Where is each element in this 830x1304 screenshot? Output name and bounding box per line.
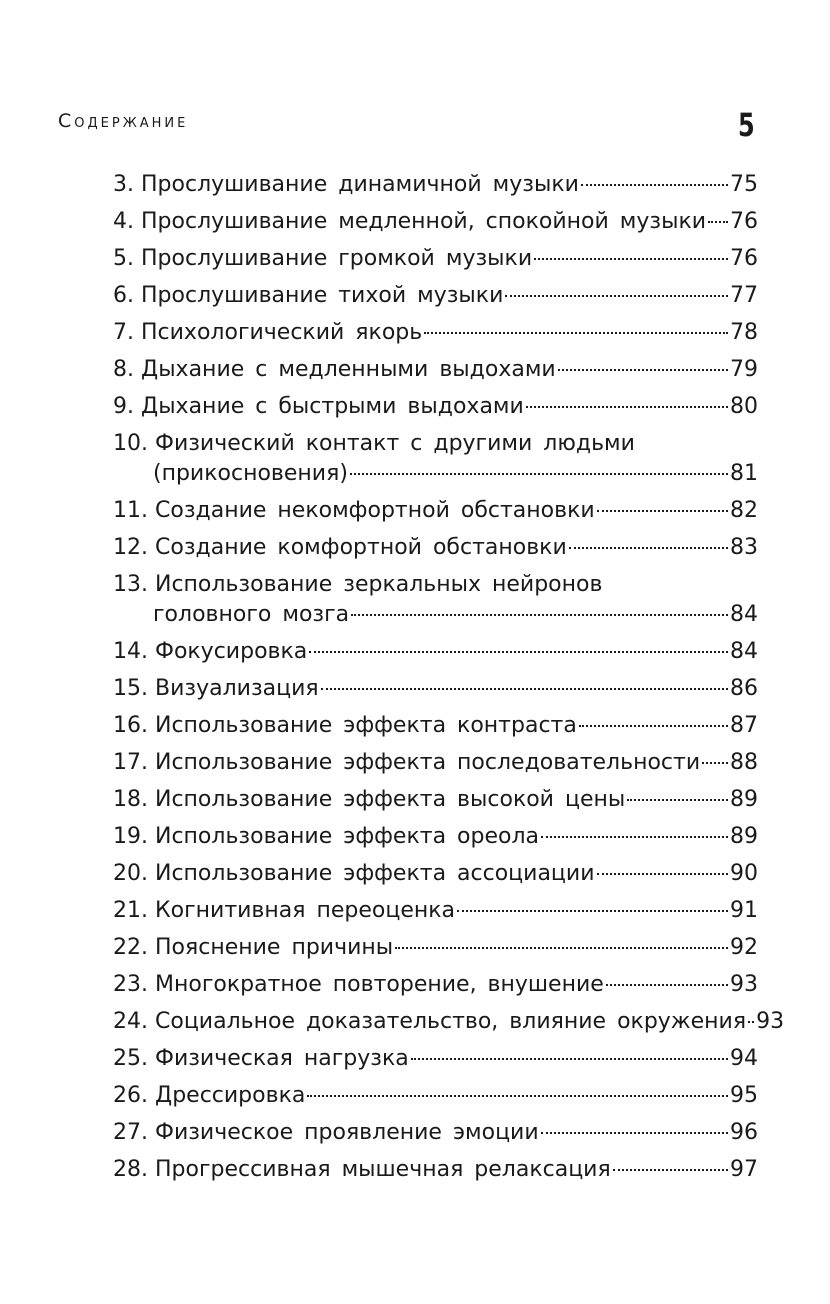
toc-entry-page: 80	[730, 394, 758, 419]
toc-entry-number: 20.	[113, 861, 148, 886]
dot-leader	[569, 547, 728, 549]
dot-leader	[581, 184, 728, 186]
toc-entry-page: 79	[730, 357, 758, 382]
toc-entry-title: Использование эффекта ореола	[155, 824, 540, 849]
toc-entry-number: 16.	[113, 713, 148, 738]
toc-entry[interactable]	[113, 170, 758, 200]
toc-entry-title: Прослушивание тихой музыки	[141, 283, 504, 308]
toc-line	[113, 1081, 758, 1111]
toc-entry-title: Фокусировка	[155, 639, 308, 664]
dot-leader	[411, 1058, 728, 1060]
toc-entry-title: (прикосновения)	[153, 461, 348, 486]
toc-entry[interactable]	[113, 1007, 785, 1037]
toc-entry-title: Создание некомфортной обстановки	[155, 498, 595, 523]
toc-line	[113, 281, 758, 311]
toc-entry-number: 26.	[113, 1083, 148, 1108]
toc-entry[interactable]	[113, 896, 758, 926]
toc-entry-title: Дыхание с медленными выдохами	[141, 357, 556, 382]
toc-line	[113, 1118, 758, 1148]
dot-leader	[534, 258, 728, 260]
dot-leader	[748, 1021, 754, 1023]
toc-entry-page: 83	[730, 535, 758, 560]
toc-entry-title: Использование эффекта ассоциации	[155, 861, 595, 886]
toc-entry-title: Прогрессивная мышечная релаксация	[155, 1157, 611, 1182]
dot-leader	[597, 510, 728, 512]
toc-entry-page: 94	[730, 1046, 758, 1071]
toc-entry-page: 96	[730, 1120, 758, 1145]
toc-entry[interactable]	[113, 1081, 758, 1111]
toc-entry-page: 93	[730, 972, 758, 997]
dot-leader	[395, 947, 728, 949]
toc-entry-number: 8.	[113, 357, 134, 382]
toc-entry-page: 89	[730, 787, 758, 812]
toc-entry-number: 9.	[113, 394, 134, 419]
dot-leader	[541, 836, 728, 838]
toc-line	[113, 748, 758, 778]
toc-entry[interactable]	[113, 1118, 758, 1148]
toc-entry-number: 24.	[113, 1009, 148, 1034]
toc-entry-page: 90	[730, 861, 758, 886]
toc-entry-page: 86	[730, 676, 758, 701]
toc-line	[113, 859, 758, 889]
toc-line	[113, 318, 758, 348]
toc-entry-title: Использование эффекта контраста	[155, 713, 577, 738]
toc-line	[113, 1007, 785, 1037]
toc-entry-title: Прослушивание медленной, спокойной музыки	[141, 209, 707, 234]
toc-entry-page: 78	[730, 320, 758, 345]
toc-entry-title: Многократное повторение, внушение	[155, 972, 604, 997]
toc-entry[interactable]	[113, 392, 758, 422]
dot-leader	[541, 1132, 728, 1134]
toc-entry-number: 28.	[113, 1157, 148, 1182]
toc-entry-number: 18.	[113, 787, 148, 812]
toc-entry-title: Социальное доказательство, влияние окружения	[155, 1009, 747, 1034]
toc-entry[interactable]	[113, 1044, 758, 1074]
toc-line	[113, 570, 758, 600]
toc-entry-number: 15.	[113, 676, 148, 701]
toc-line	[113, 533, 758, 563]
toc-entry-number: 7.	[113, 320, 134, 345]
toc-entry-number: 5.	[113, 246, 134, 271]
toc-entry-number: 22.	[113, 935, 148, 960]
toc-entry-title: Когнитивная переоценка	[155, 898, 456, 923]
toc-entry[interactable]	[113, 207, 758, 237]
toc-entry-number: 14.	[113, 639, 148, 664]
toc-line	[113, 711, 758, 741]
toc-entry-title: Физический контакт с другими людьми	[155, 431, 635, 456]
toc-entry-number: 13.	[113, 572, 148, 597]
toc-entry[interactable]	[113, 1155, 758, 1185]
toc-line	[113, 970, 758, 1000]
section-title: Содержание	[58, 110, 189, 132]
toc-line	[113, 207, 758, 237]
toc-line	[113, 429, 758, 459]
toc-entry-page: 95	[730, 1083, 758, 1108]
dot-leader	[579, 725, 728, 727]
dot-leader	[606, 984, 728, 986]
toc-entry-title: Использование эффекта высокой цены	[155, 787, 626, 812]
toc-entry-page: 97	[730, 1157, 758, 1182]
toc-line	[113, 600, 758, 630]
toc-entry-page: 75	[730, 172, 758, 197]
toc-line	[113, 637, 758, 667]
toc-entry[interactable]	[113, 933, 758, 963]
dot-leader	[307, 1095, 728, 1097]
toc-entry-number: 25.	[113, 1046, 148, 1071]
dot-leader	[457, 910, 728, 912]
dot-leader	[558, 369, 728, 371]
toc-entry[interactable]	[113, 970, 758, 1000]
toc-line	[113, 1155, 758, 1185]
toc-entry[interactable]	[113, 533, 758, 563]
toc-entry-page: 93	[756, 1009, 785, 1034]
dot-leader	[424, 332, 728, 334]
toc-entry-number: 23.	[113, 972, 148, 997]
dot-leader	[505, 295, 728, 297]
toc-entry-title: Дыхание с быстрыми выдохами	[141, 394, 524, 419]
dot-leader	[309, 651, 728, 653]
toc-line	[113, 674, 758, 704]
dot-leader	[350, 473, 728, 475]
toc-entry-page: 81	[730, 461, 758, 486]
toc-entry-page: 76	[730, 246, 758, 271]
toc-entry-title: Использование зеркальных нейронов	[155, 572, 603, 597]
toc-entry-title: Пояснение причины	[155, 935, 394, 960]
page-number: 5	[738, 106, 755, 144]
toc-entry[interactable]	[113, 281, 758, 311]
toc-entry-number: 19.	[113, 824, 148, 849]
toc-entry-title: Дрессировка	[155, 1083, 306, 1108]
toc-line	[113, 1044, 758, 1074]
toc-entry-page: 84	[730, 602, 758, 627]
dot-leader	[627, 799, 728, 801]
toc-entry-number: 4.	[113, 209, 134, 234]
toc-entry[interactable]	[113, 785, 758, 815]
toc-entry[interactable]	[113, 711, 758, 741]
dot-leader	[597, 873, 728, 875]
toc-entry-title: Физическое проявление эмоции	[155, 1120, 539, 1145]
toc-entry[interactable]	[113, 859, 758, 889]
toc-entry[interactable]	[113, 318, 758, 348]
toc-entry-title: Визуализация	[155, 676, 319, 701]
toc-entry[interactable]	[113, 355, 758, 385]
toc-entry-page: 91	[730, 898, 758, 923]
toc-line	[113, 170, 758, 200]
toc-entry-title: Прослушивание громкой музыки	[141, 246, 533, 271]
toc-entry-page: 87	[730, 713, 758, 738]
toc-entry-page: 88	[730, 750, 758, 775]
toc-entry-page: 77	[730, 283, 758, 308]
toc-entry[interactable]	[113, 674, 758, 704]
toc-entry-page: 84	[730, 639, 758, 664]
toc-entry[interactable]	[113, 496, 758, 526]
toc-entry-page: 82	[730, 498, 758, 523]
toc-entry-title: Психологический якорь	[141, 320, 423, 345]
toc-entry-page: 76	[730, 209, 758, 234]
toc-entry[interactable]	[113, 637, 758, 667]
toc-line	[113, 785, 758, 815]
toc-entry-number: 10.	[113, 431, 148, 456]
toc-entry-number: 6.	[113, 283, 134, 308]
toc-entry-number: 17.	[113, 750, 148, 775]
toc-line	[113, 244, 758, 274]
toc-entry[interactable]	[113, 748, 758, 778]
toc-entry-number: 3.	[113, 172, 134, 197]
table-of-contents	[113, 170, 785, 1192]
toc-entry-number: 11.	[113, 498, 148, 523]
toc-entry-page: 92	[730, 935, 758, 960]
toc-entry-title: Использование эффекта последовательности	[155, 750, 701, 775]
toc-entry-title: Физическая нагрузка	[155, 1046, 409, 1071]
toc-entry-number: 12.	[113, 535, 148, 560]
dot-leader	[613, 1169, 728, 1171]
toc-entry-title: головного мозга	[153, 602, 350, 627]
toc-entry[interactable]	[113, 822, 758, 852]
dot-leader	[708, 221, 728, 223]
toc-entry[interactable]	[113, 570, 758, 630]
toc-entry[interactable]	[113, 244, 758, 274]
dot-leader	[526, 406, 728, 408]
toc-line	[113, 896, 758, 926]
toc-line	[113, 392, 758, 422]
dot-leader	[351, 614, 728, 616]
toc-line	[113, 822, 758, 852]
toc-entry-title: Прослушивание динамичной музыки	[141, 172, 579, 197]
toc-line	[113, 355, 758, 385]
toc-entry-number: 27.	[113, 1120, 148, 1145]
toc-line	[113, 933, 758, 963]
toc-entry-page: 89	[730, 824, 758, 849]
toc-entry[interactable]	[113, 429, 758, 489]
toc-entry-number: 21.	[113, 898, 148, 923]
dot-leader	[702, 762, 728, 764]
toc-entry-title: Создание комфортной обстановки	[155, 535, 567, 560]
toc-line	[113, 496, 758, 526]
dot-leader	[321, 688, 728, 690]
toc-line	[113, 459, 758, 489]
